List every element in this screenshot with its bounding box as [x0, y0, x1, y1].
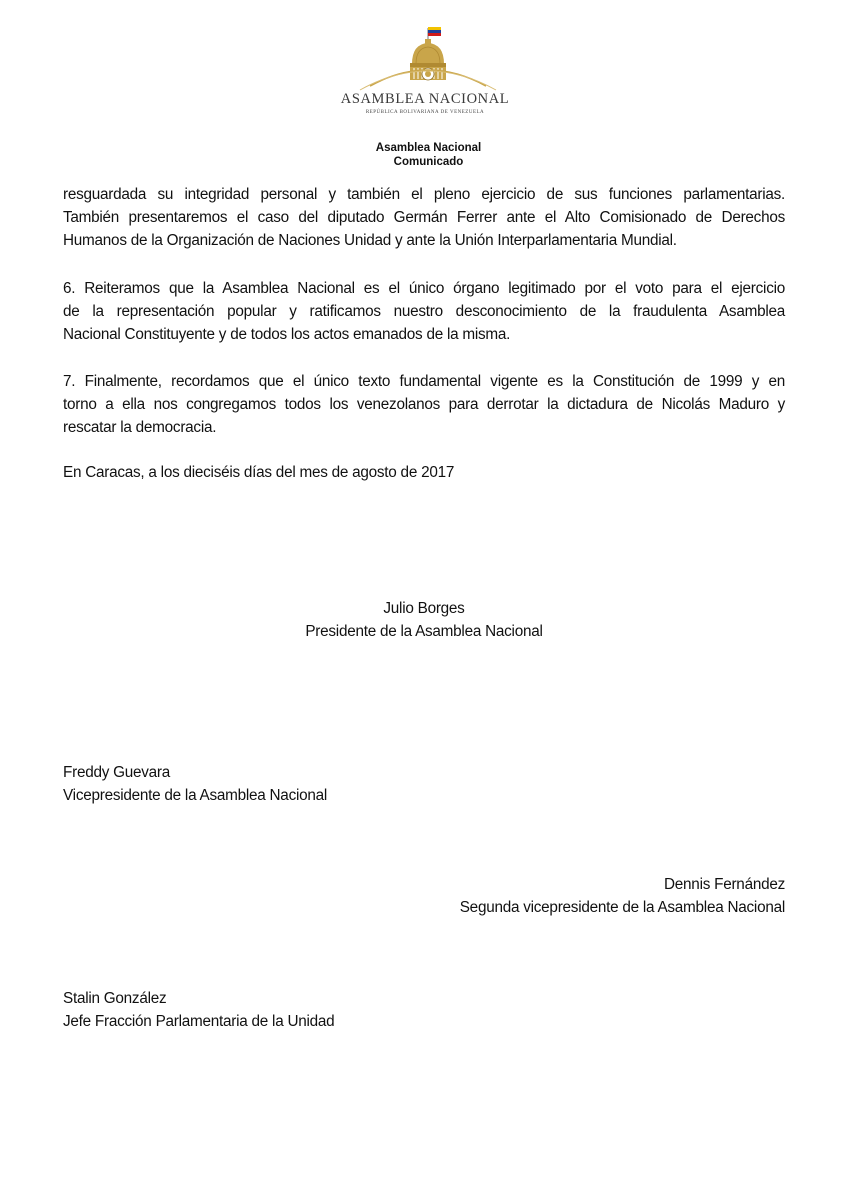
header-organization: Asamblea Nacional [375, 142, 482, 154]
logo-subtitle: REPÚBLICA BOLIVARIANA DE VENEZUELA [365, 110, 485, 115]
signatory-title: Presidente de la Asamblea Nacional [305, 623, 543, 640]
signature-president [0, 597, 848, 643]
paragraph-line: 7. Finalmente, recordamos que el único texto fundamental vigente es la Constitución de 1999 y en [63, 373, 785, 390]
paragraph-line: Humanos de la Organización de Naciones Unidad y ante la Unión Interparlamentaria Mundial. [63, 232, 677, 250]
signatory-title: Jefe Fracción Parlamentaria de la Unidad [63, 1013, 335, 1030]
asamblea-nacional-logo [330, 24, 520, 124]
paragraph-line: rescatar la democracia. [63, 419, 217, 437]
signatory-name: Freddy Guevara [63, 764, 171, 781]
paragraph-continuation [63, 183, 785, 253]
signature-first-vice [63, 761, 327, 807]
signatory-name: Dennis Fernández [664, 876, 785, 893]
paragraph-point-7 [63, 370, 785, 440]
signatory-name: Stalin González [63, 990, 167, 1007]
signature-faction-head [63, 987, 334, 1033]
signatory-title: Vicepresidente de la Asamblea Nacional [63, 787, 328, 804]
paragraph-line: resguardada su integridad personal y también el pleno ejercicio de sus funciones parlamentarias. [63, 186, 785, 203]
header-document-type: Comunicado [393, 156, 464, 168]
capitol-dome-icon [330, 24, 520, 94]
date-line [63, 461, 785, 484]
logo-title: ASAMBLEA NACIONAL [340, 91, 510, 107]
paragraph-line: 6. Reiteramos que la Asamblea Nacional es el único órgano legitimado por el voto para el ejercicio [63, 280, 785, 297]
paragraph-line: torno a ella nos congregamos todos los venezolanos para derrotar la dictadura de Nicolás Maduro y [63, 396, 785, 414]
paragraph-line: de la representación popular y ratificamos nuestro desconocimiento de la fraudulenta Asamblea [63, 303, 785, 321]
signatory-title: Segunda vicepresidente de la Asamblea Nacional [459, 899, 785, 916]
paragraph-point-6 [63, 277, 785, 347]
paragraph-line: En Caracas, a los dieciséis días del mes de agosto de 2017 [63, 464, 455, 481]
paragraph-line: También presentaremos el caso del diputado Germán Ferrer ante el Alto Comisionado de Derechos [63, 209, 785, 227]
paragraph-line: Nacional Constituyente y de todos los actos emanados de la misma. [63, 326, 511, 344]
signatory-name: Julio Borges [383, 600, 465, 617]
signature-second-vice [400, 873, 785, 919]
